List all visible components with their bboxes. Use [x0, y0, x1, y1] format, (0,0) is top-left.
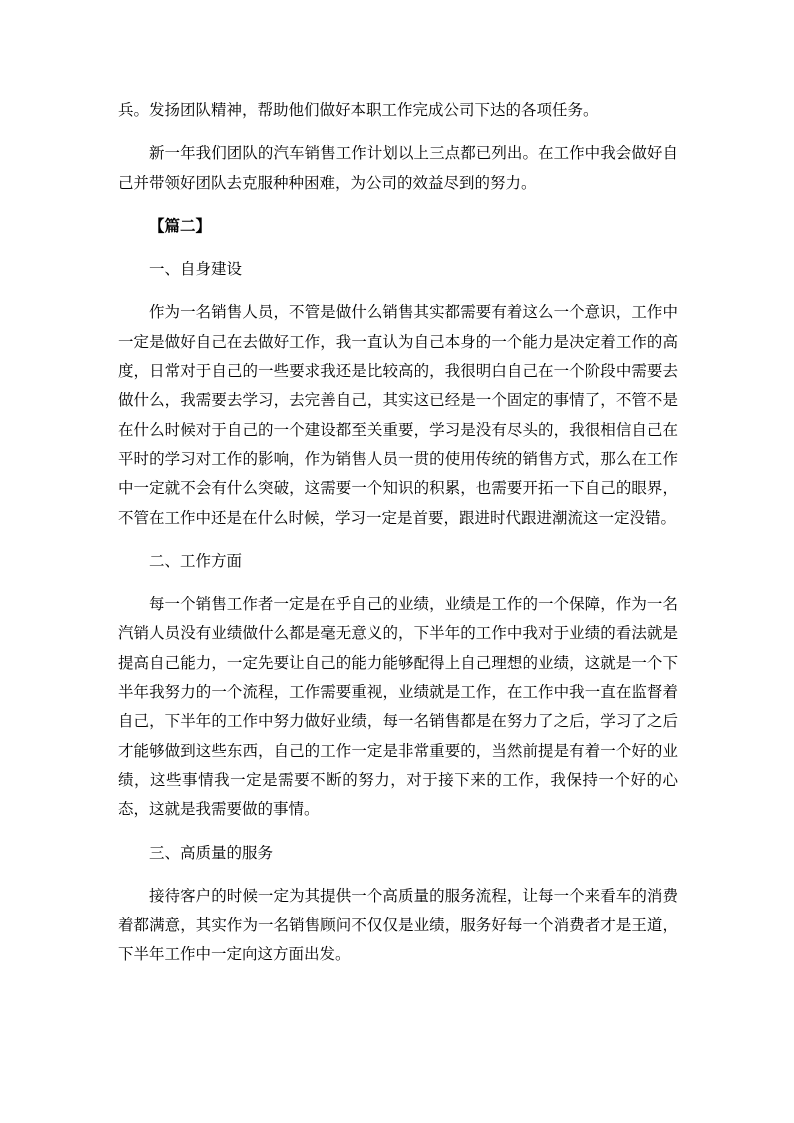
heading-self-development: 一、自身建设 [149, 260, 243, 279]
paragraph-quality-service: 接待客户的时候一定为其提供一个高质量的服务流程，让每一个来看车的消费着都满意，其实作为一名销售顾问不仅仅是业绩，服务好每一个消费者才是王道，下半年工作中一定向这方面出发。 [118, 886, 678, 964]
document-page [118, 96, 678, 970]
heading-quality-service: 三、高质量的服务 [149, 843, 274, 862]
paragraph-self-development: 作为一名销售人员，不管是做什么销售其实都需要有着这么一个意识，工作中一定是做好自己在去做好工作，我一直认为自己本身的一个能力是决定着工作的高度，日常对于自己的一些要求我还是比较高的，我很明白自己在一个阶段中需要去做什么，我需要去学习，去完善自己，其实这已经是一个固定的事情了，不管不是在什么时候对于自己的一个建设都至关重要，学习是没有尽头的，我很相信自己在平时的学习对工作的影响，作为销售人员一贯的使用传统的销售方式，那么在工作中一定就不会有什么突破，这需要一个知识的积累，也需要开拓一下自己的眼界，不管在工作中还是在什么时候，学习一定是首要，跟进时代跟进潮流这一定没错。 [118, 303, 678, 527]
heading-work-aspects: 二、工作方面 [149, 551, 243, 570]
summary-paragraph: 新一年我们团队的汽车销售工作计划以上三点都已列出。在工作中我会做好自己并带领好团队去克服种种困难，为公司的效益尽到的努力。 [118, 144, 678, 192]
paragraph-work-aspects: 每一个销售工作者一定是在乎自己的业绩，业绩是工作的一个保障，作为一名汽销人员没有业绩做什么都是毫无意义的，下半年的工作中我对于业绩的看法就是提高自己能力，一定先要让自己的能力能够配得上自己理想的业绩，这就是一个下半年我努力的一个流程，工作需要重视，业绩就是工作，在工作中我一直在监督着自己，下半年的工作中努力做好业绩，每一名销售都是在努力了之后，学习了之后才能够做到这些东西，自己的工作一定是非常重要的，当然前提是有着一个好的业绩，这些事情我一定是需要不断的努力，对于接下来的工作，我保持一个好的心态，这就是我需要做的事情。 [118, 595, 678, 819]
section-marker: 【篇二】 [149, 216, 212, 235]
continuation-paragraph: 兵。发扬团队精神，帮助他们做好本职工作完成公司下达的各项任务。 [118, 101, 599, 119]
